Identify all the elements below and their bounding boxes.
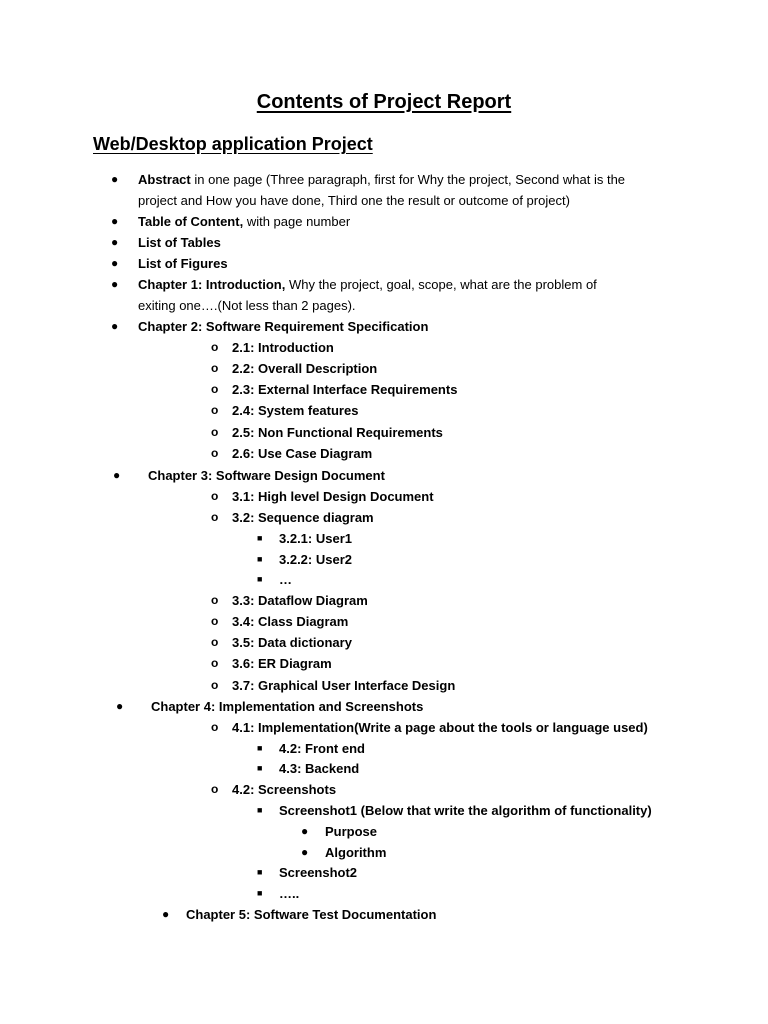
list-item-bold-text: 4.3: Backend bbox=[279, 761, 360, 776]
list-item-bold-text: 2.1: Introduction bbox=[232, 340, 334, 355]
list-bullet-icon: ■ bbox=[257, 743, 263, 753]
list-bullet-icon: o bbox=[211, 635, 219, 649]
list-item-bold-text: 2.2: Overall Description bbox=[232, 361, 378, 376]
list-item bbox=[232, 611, 348, 632]
list-bullet-icon: ● bbox=[111, 172, 119, 186]
list-bullet-icon: o bbox=[211, 593, 219, 607]
list-item-text: with page number bbox=[243, 214, 351, 229]
list-item-text: project and How you have done, Third one the result or outcome of project) bbox=[138, 193, 570, 208]
list-item-bold-text: Purpose bbox=[325, 824, 378, 839]
list-item bbox=[138, 295, 356, 316]
list-item bbox=[138, 169, 625, 190]
list-item bbox=[232, 422, 443, 443]
list-bullet-icon: o bbox=[211, 614, 219, 628]
list-item bbox=[232, 379, 457, 400]
list-item-bold-text: 3.3: Dataflow Diagram bbox=[232, 593, 368, 608]
list-item bbox=[279, 569, 292, 590]
list-item bbox=[232, 443, 372, 464]
list-item-text: Chapter 2: Software Requirement Specification bbox=[138, 319, 429, 334]
list-item bbox=[138, 190, 570, 211]
list-item-bold-text: … bbox=[279, 572, 292, 587]
list-bullet-icon: o bbox=[211, 656, 219, 670]
list-item-bold-text: Screenshot2 bbox=[279, 865, 358, 880]
list-bullet-icon: ● bbox=[113, 468, 121, 482]
list-bullet-icon: ● bbox=[116, 699, 124, 713]
list-item bbox=[138, 211, 350, 232]
list-item-bold-text: 4.1: Implementation(Write a page about the tools or language used) bbox=[232, 720, 648, 735]
list-bullet-icon: ■ bbox=[257, 554, 263, 564]
list-item bbox=[279, 758, 359, 779]
list-item-bold-text: 4.2: Screenshots bbox=[232, 782, 337, 797]
list-bullet-icon: o bbox=[211, 403, 219, 417]
list-item-bold-text: 4.2: Front end bbox=[279, 741, 365, 756]
document-title: Contents of Project Report bbox=[256, 91, 512, 113]
list-item-bold-text: Abstract bbox=[138, 172, 191, 187]
list-item-bold-text: Chapter 1: Introduction, bbox=[138, 277, 286, 292]
list-item-bold-text: 3.2: Sequence diagram bbox=[232, 510, 374, 525]
list-bullet-icon: o bbox=[211, 489, 219, 503]
list-item bbox=[232, 717, 648, 738]
list-bullet-icon: ● bbox=[111, 235, 119, 249]
list-bullet-icon: o bbox=[211, 678, 219, 692]
list-bullet-icon: o bbox=[211, 361, 219, 375]
list-item bbox=[279, 738, 365, 759]
list-item-bold-text: Screenshot1 (Below that write the algorithm of functionality) bbox=[279, 803, 652, 818]
list-item bbox=[279, 549, 352, 570]
list-item-bold-text: 3.2.2: User2 bbox=[279, 552, 352, 567]
list-bullet-icon: ■ bbox=[257, 763, 263, 773]
list-bullet-icon: ■ bbox=[257, 574, 263, 584]
list-bullet-icon: ● bbox=[111, 256, 119, 270]
list-item-bold-text: 2.6: Use Case Diagram bbox=[232, 446, 373, 461]
list-item-bold-text: 2.3: External Interface Requirements bbox=[232, 382, 458, 397]
list-bullet-icon: ■ bbox=[257, 805, 263, 815]
list-bullet-icon: o bbox=[211, 382, 219, 396]
list-bullet-icon: o bbox=[211, 510, 219, 524]
list-item bbox=[279, 528, 352, 549]
list-item bbox=[279, 883, 299, 904]
list-item-bold-text: Chapter 5: Software Test Documentation bbox=[186, 907, 437, 922]
list-bullet-icon: o bbox=[211, 720, 219, 734]
list-item-text: Chapter 3: Software Design Document bbox=[148, 468, 385, 483]
list-bullet-icon: ● bbox=[301, 845, 309, 859]
list-bullet-icon: o bbox=[211, 425, 219, 439]
list-bullet-icon: o bbox=[211, 340, 219, 354]
list-item-bold-text: Table of Content, bbox=[138, 214, 244, 229]
list-item-bold-text: 3.6: ER Diagram bbox=[232, 656, 332, 671]
list-item bbox=[232, 337, 334, 358]
list-item-bold-text: ….. bbox=[279, 886, 300, 901]
list-bullet-icon: ● bbox=[111, 214, 119, 228]
list-bullet-icon: ● bbox=[111, 277, 119, 291]
list-item bbox=[138, 253, 228, 274]
list-item-bold-text: 3.4: Class Diagram bbox=[232, 614, 349, 629]
list-item bbox=[232, 653, 332, 674]
list-bullet-icon: ■ bbox=[257, 888, 263, 898]
list-item bbox=[232, 675, 455, 696]
list-item-text: Chapter 4: Implementation and Screenshots bbox=[151, 699, 424, 714]
list-item-bold-text: 2.5: Non Functional Requirements bbox=[232, 425, 443, 440]
list-item-bold-text: 2.4: System features bbox=[232, 403, 359, 418]
list-item-bold-text: 3.1: High level Design Document bbox=[232, 489, 434, 504]
list-bullet-icon: ■ bbox=[257, 533, 263, 543]
list-item bbox=[138, 274, 597, 295]
list-bullet-icon: o bbox=[211, 782, 219, 796]
list-item bbox=[151, 696, 423, 717]
list-item bbox=[232, 486, 434, 507]
list-item bbox=[232, 400, 358, 421]
list-item bbox=[148, 465, 385, 486]
list-item bbox=[325, 842, 386, 863]
list-item-text: in one page (Three paragraph, first for Why the project, Second what is the bbox=[190, 172, 626, 187]
list-item-bold-text: List of Tables bbox=[138, 235, 221, 250]
list-item bbox=[279, 862, 357, 883]
list-item-bold-text: List of Figures bbox=[138, 256, 228, 271]
list-bullet-icon: o bbox=[211, 446, 219, 460]
list-item-bold-text: 3.7: Graphical User Interface Design bbox=[232, 678, 456, 693]
list-item bbox=[138, 316, 428, 337]
document-subtitle: Web/Desktop application Project bbox=[93, 134, 373, 154]
list-bullet-icon: ● bbox=[301, 824, 309, 838]
list-item-bold-text: 3.5: Data dictionary bbox=[232, 635, 352, 650]
list-item-bold-text: 3.2.1: User1 bbox=[279, 531, 352, 546]
list-bullet-icon: ■ bbox=[257, 867, 263, 877]
list-item-bold-text: Algorithm bbox=[325, 845, 387, 860]
list-item bbox=[279, 800, 652, 821]
list-item bbox=[325, 821, 377, 842]
list-item-text: Why the project, goal, scope, what are the problem of bbox=[285, 277, 597, 292]
list-item bbox=[138, 232, 221, 253]
list-item-text: exiting one….(Not less than 2 pages). bbox=[138, 298, 356, 313]
list-bullet-icon: ● bbox=[162, 907, 170, 921]
list-item bbox=[232, 779, 336, 800]
list-item bbox=[232, 507, 374, 528]
list-item bbox=[232, 358, 377, 379]
list-item bbox=[186, 904, 436, 925]
list-item bbox=[232, 632, 352, 653]
list-item bbox=[232, 590, 368, 611]
list-bullet-icon: ● bbox=[111, 319, 119, 333]
